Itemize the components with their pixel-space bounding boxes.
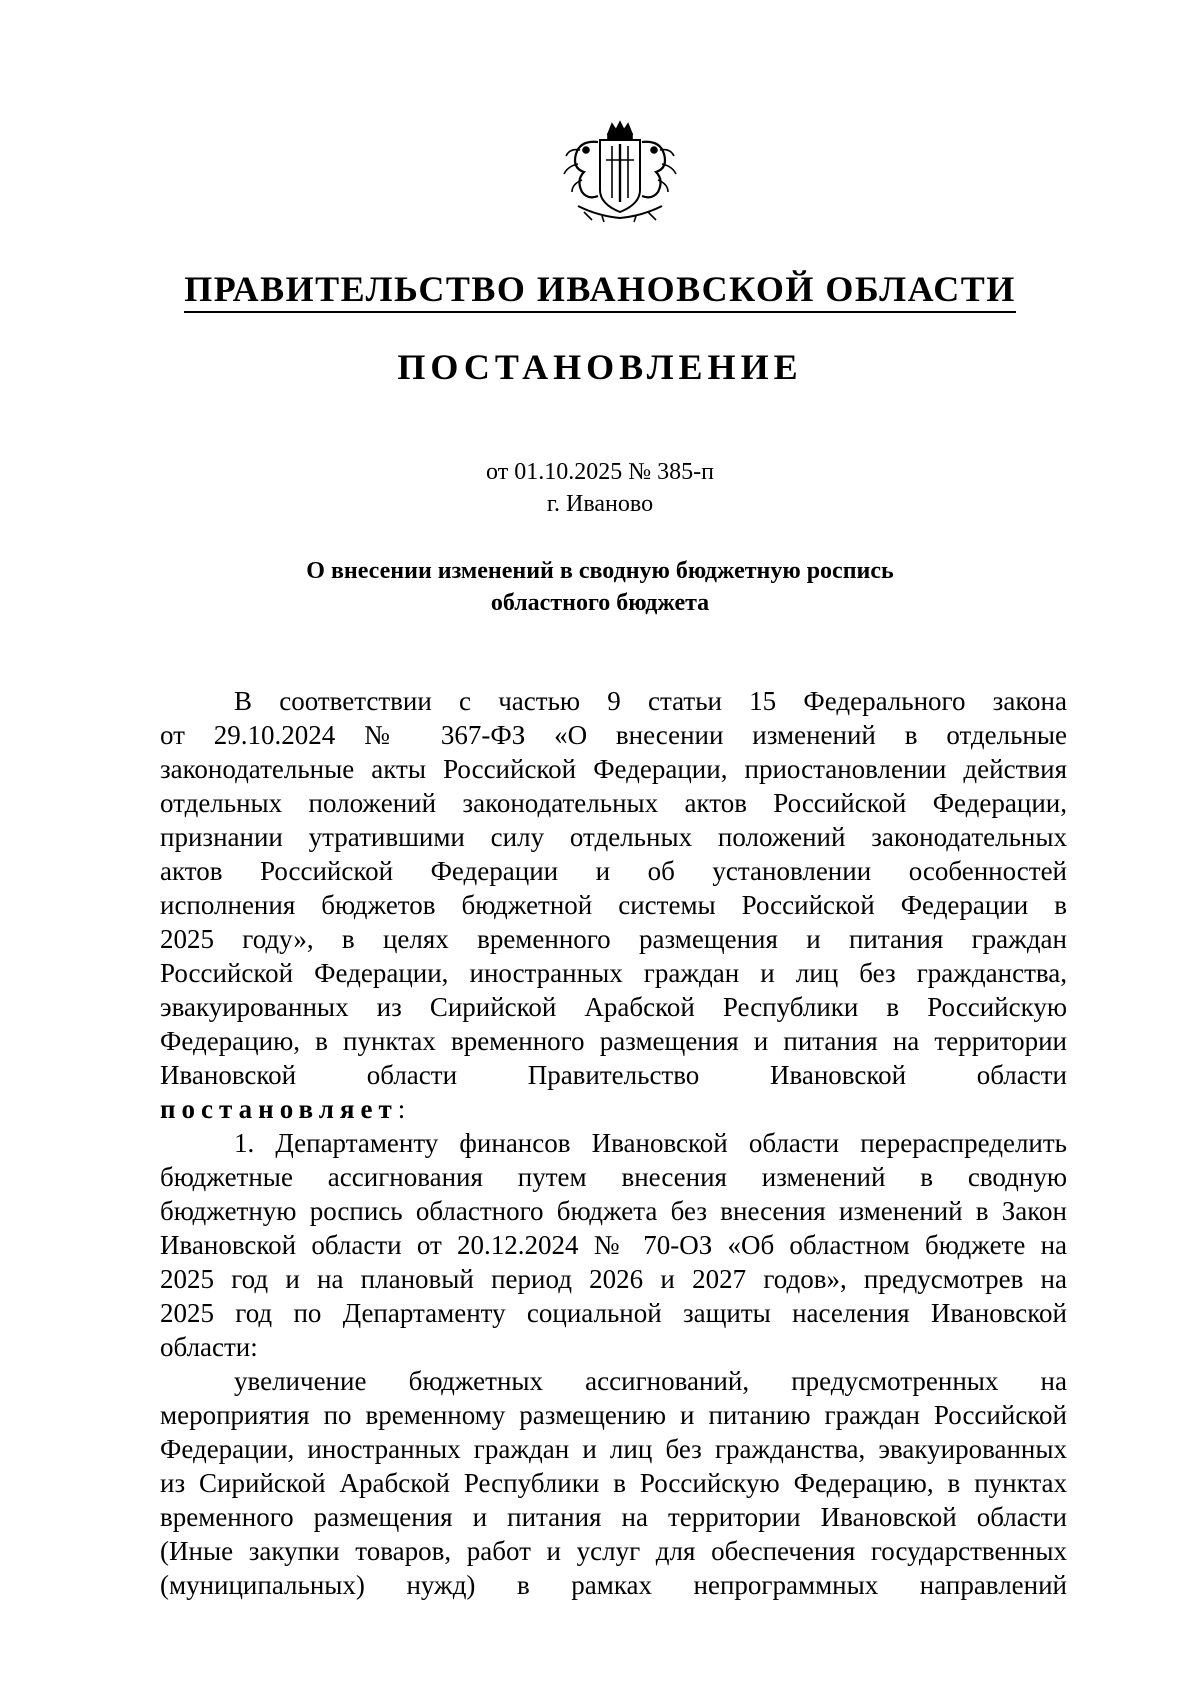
body-line: Ивановской области от 20.12.2024 № 70-ОЗ «Об областном бюджете на xyxy=(160,1230,1067,1260)
body-line: бюджетные ассигнования путем внесения изменений в сводную xyxy=(160,1162,1067,1192)
organization-title-text: ПРАВИТЕЛЬСТВО ИВАНОВСКОЙ ОБЛАСТИ xyxy=(184,269,1016,313)
body-line: из Сирийской Арабской Республики в Российскую Федерацию, в пунктах xyxy=(160,1468,1067,1498)
body-line: временного размещения и питания на территории Ивановской области xyxy=(160,1502,1067,1532)
body-line: увеличение бюджетных ассигнований, предусмотренных на xyxy=(234,1366,1067,1396)
body-line: 2025 год по Департаменту социальной защиты населения Ивановской xyxy=(160,1298,1067,1328)
body-line: области: xyxy=(160,1332,258,1362)
body-line: (Иные закупки товаров, работ и услуг для обеспечения государственных xyxy=(160,1536,1067,1566)
body-line: мероприятия по временному размещению и питанию граждан Российской xyxy=(160,1400,1067,1430)
body-line: 1. Департаменту финансов Ивановской области перераспределить xyxy=(234,1128,1067,1158)
document-type: ПОСТАНОВЛЕНИЕ xyxy=(397,347,803,387)
decree-verb xyxy=(160,1092,1067,1126)
subject-line: О внесении изменений в сводную бюджетную роспись xyxy=(306,558,894,584)
document-meta xyxy=(0,456,1200,520)
body-line: законодательные акты Российской Федерации, приостановлении действия xyxy=(160,754,1067,784)
decree-verb-text: постановляет xyxy=(160,1094,398,1124)
document-body xyxy=(160,684,1067,1602)
body-line: бюджетную роспись областного бюджета без внесения изменений в Закон xyxy=(160,1196,1067,1226)
document-subject xyxy=(0,555,1200,619)
organization-title xyxy=(0,268,1200,310)
subject-line: областного бюджета xyxy=(490,590,710,616)
body-line: (муниципальных) нужд) в рамках непрограммных направлений xyxy=(160,1570,1067,1600)
body-line: исполнения бюджетов бюджетной системы Российской Федерации в xyxy=(160,890,1067,920)
coat-of-arms-icon xyxy=(558,120,682,224)
body-line: Ивановской области Правительство Ивановской области xyxy=(160,1060,1067,1090)
body-line: от 29.10.2024 № 367-ФЗ «О внесении изменений в отдельные xyxy=(160,720,1067,750)
body-line: Федерацию, в пунктах временного размещения и питания на территории xyxy=(160,1026,1067,1056)
body-line: признании утратившими силу отдельных положений законодательных xyxy=(160,822,1067,852)
body-line: 2025 году», в целях временного размещения и питания граждан xyxy=(160,924,1067,954)
body-line: 2025 год и на плановый период 2026 и 2027 годов», предусмотрев на xyxy=(160,1264,1067,1294)
date-number: от 01.10.2025 № 385-п xyxy=(486,459,714,485)
body-line: актов Российской Федерации и об установлении особенностей xyxy=(160,856,1067,886)
body-line: В соответствии с частью 9 статьи 15 Федерального закона xyxy=(234,686,1067,716)
body-line: Федерации, иностранных граждан и лиц без гражданства, эвакуированных xyxy=(160,1434,1067,1464)
body-line: эвакуированных из Сирийской Арабской Республики в Российскую xyxy=(160,992,1067,1022)
decree-verb-colon: : xyxy=(397,1094,406,1124)
city: г. Иваново xyxy=(546,491,654,517)
body-line: Российской Федерации, иностранных граждан и лиц без гражданства, xyxy=(160,958,1067,988)
body-line: отдельных положений законодательных актов Российской Федерации, xyxy=(160,788,1067,818)
